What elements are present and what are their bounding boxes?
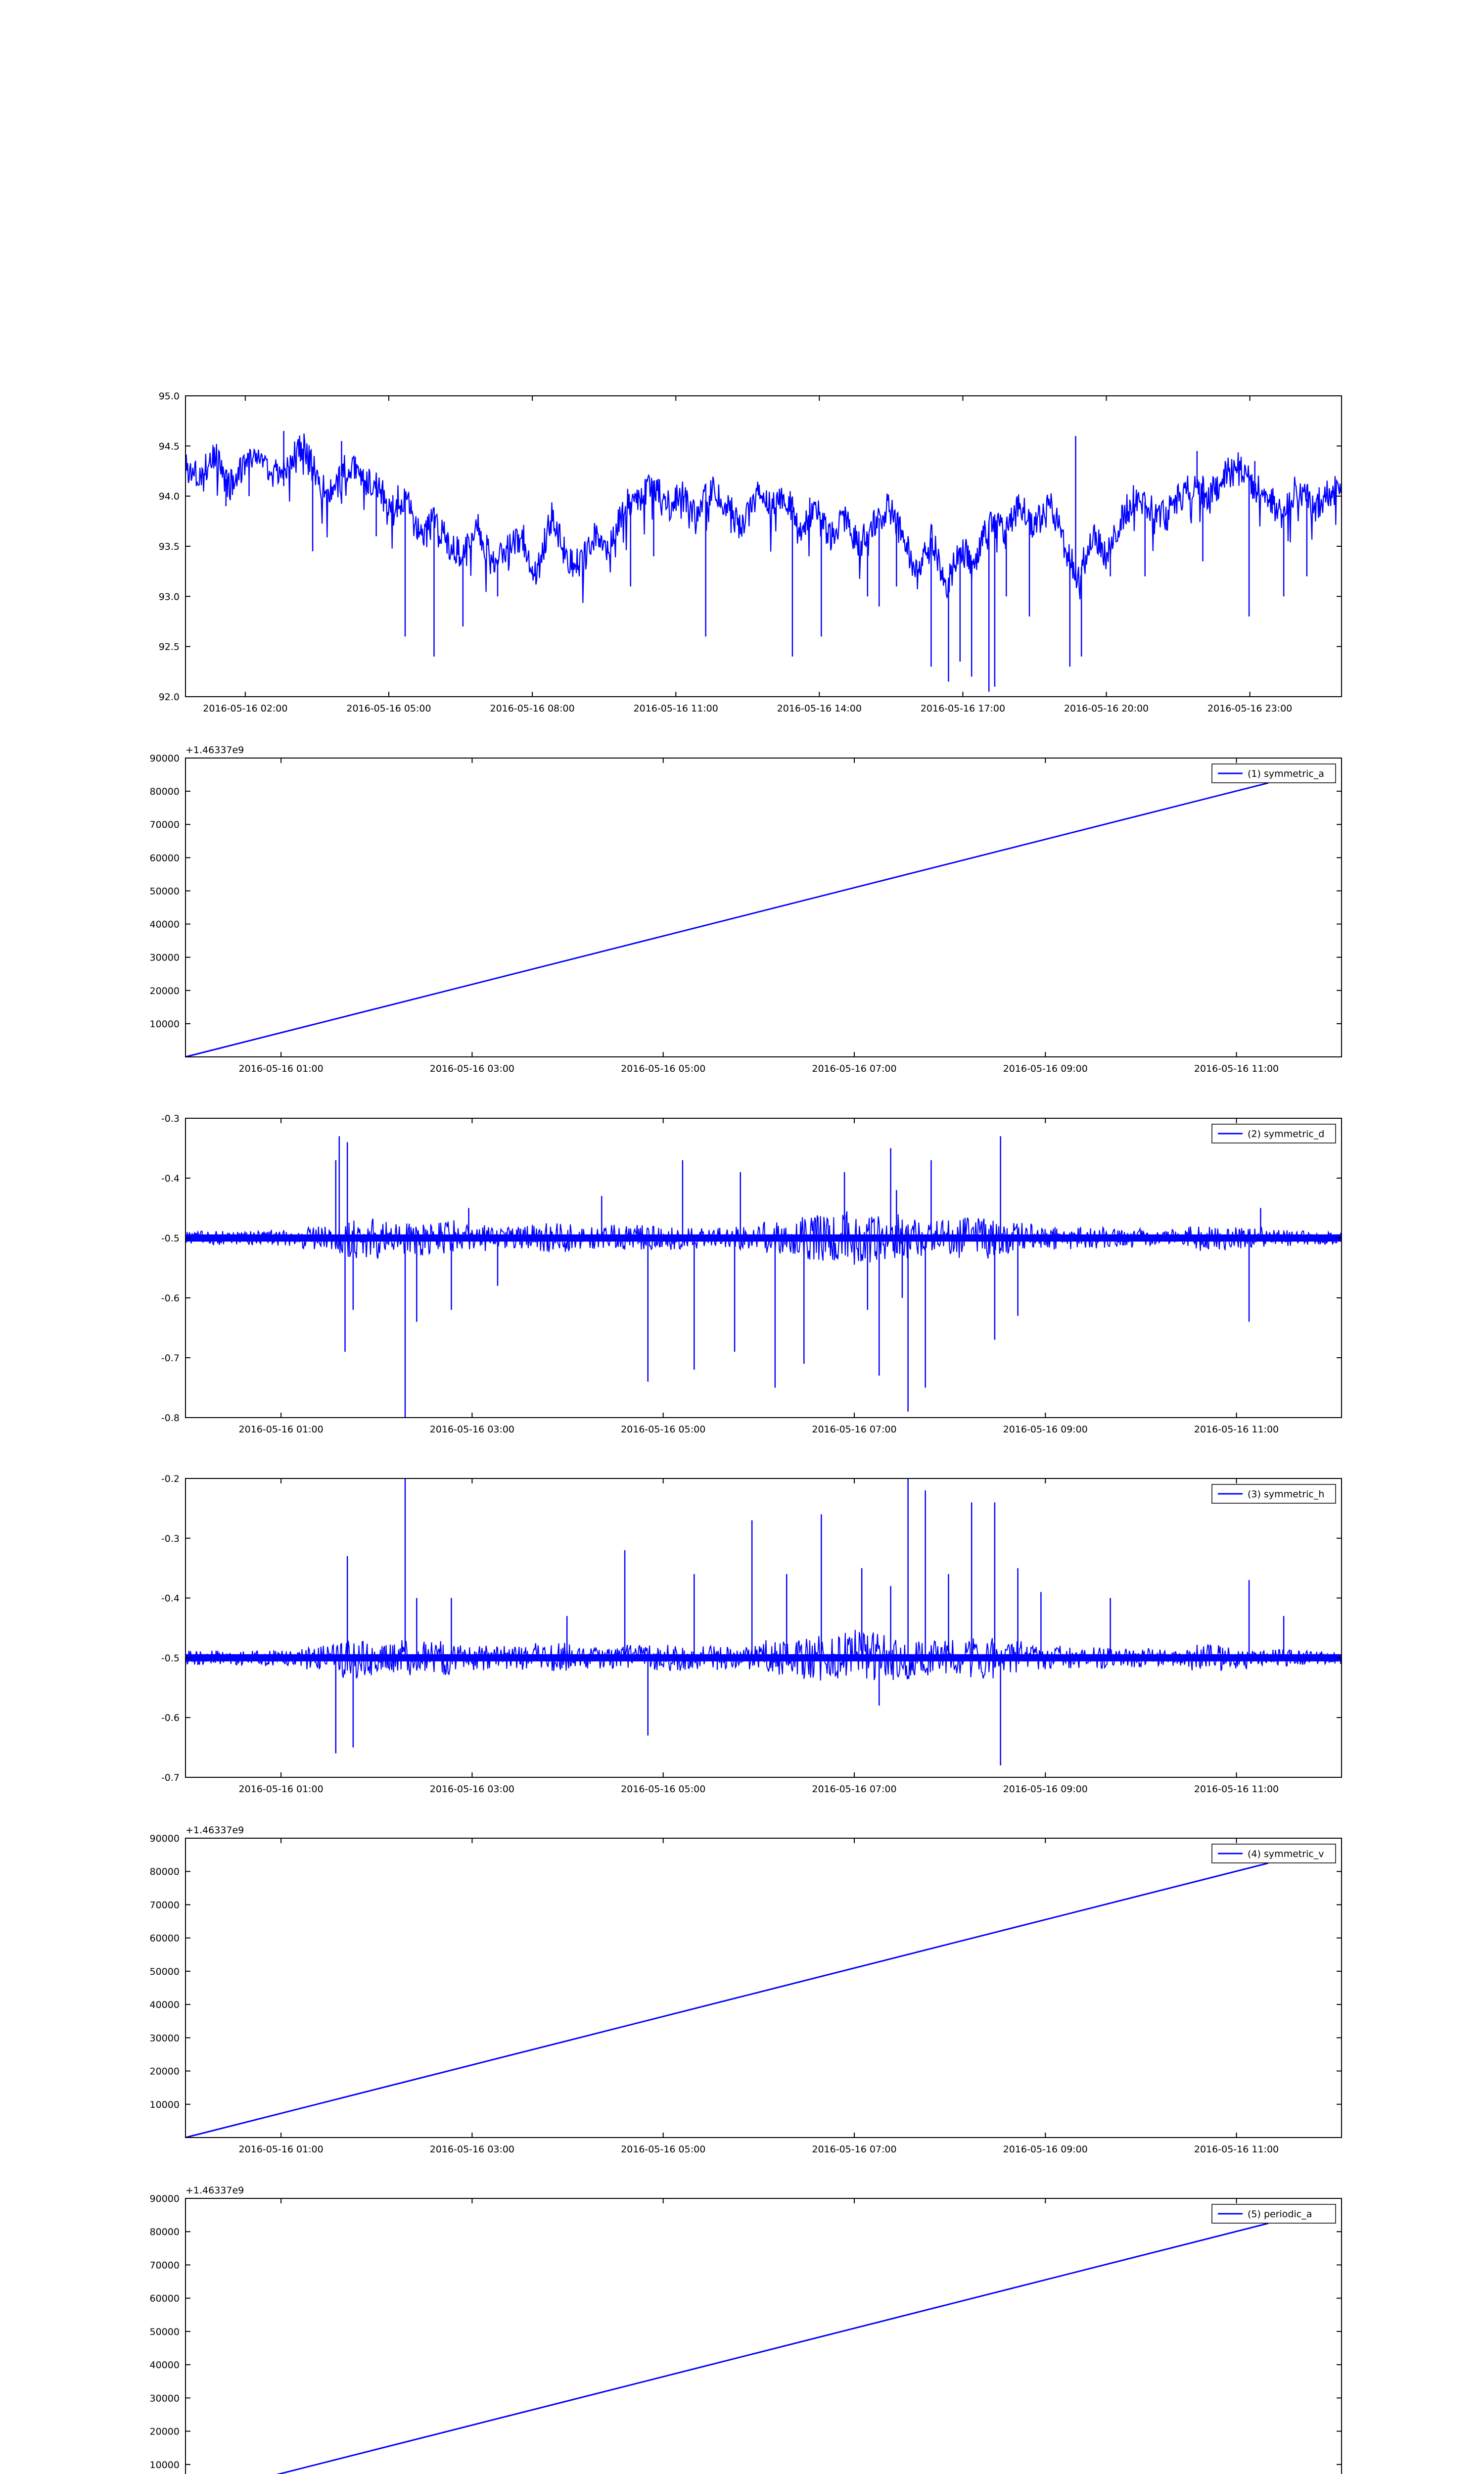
y-tick-label: -0.8: [161, 1413, 180, 1424]
y-tick-label: 94.5: [158, 441, 180, 452]
y-tick-label: 10000: [149, 2459, 180, 2471]
y-tick-label: -0.2: [161, 1474, 180, 1484]
y-tick-label: 70000: [149, 1900, 180, 1911]
y-offset-label: +1.46337e9: [186, 1825, 244, 1836]
chart-panel-3: [161, 1113, 1342, 1435]
y-tick-label: 50000: [149, 2326, 180, 2337]
legend: [1212, 1484, 1336, 1503]
y-tick-label: 92.0: [158, 692, 180, 703]
x-tick-label: 2016-05-16 11:00: [1194, 1063, 1279, 1074]
x-tick-label: 2016-05-16 17:00: [920, 703, 1006, 714]
x-tick-label: 2016-05-16 03:00: [429, 1063, 515, 1074]
y-tick-label: 80000: [149, 786, 180, 798]
x-tick-label: 2016-05-16 09:00: [1003, 1424, 1088, 1435]
x-tick-label: 2016-05-16 23:00: [1207, 703, 1293, 714]
y-tick-label: 93.5: [158, 541, 180, 552]
x-tick-label: 2016-05-16 11:00: [1194, 2144, 1279, 2155]
y-tick-label: 80000: [149, 2227, 180, 2238]
y-tick-label: 30000: [149, 952, 180, 963]
y-tick-label: 30000: [149, 2393, 180, 2404]
legend-label: (3) symmetric_h: [1248, 1489, 1325, 1500]
y-tick-label: -0.3: [161, 1113, 180, 1124]
y-tick-label: 80000: [149, 1866, 180, 1878]
y-tick-label: 93.0: [158, 591, 180, 603]
y-tick-label: -0.7: [161, 1353, 180, 1364]
y-tick-label: 60000: [149, 853, 180, 864]
plot-area: [186, 1118, 1342, 1418]
x-tick-label: 2016-05-16 20:00: [1064, 703, 1149, 714]
legend-label: (1) symmetric_a: [1248, 768, 1324, 779]
chart-panel-6: [150, 2185, 1342, 2474]
y-tick-label: 30000: [149, 2033, 180, 2044]
series-band-2-symmetric-d: [186, 1235, 1342, 1242]
y-tick-label: 10000: [149, 2099, 180, 2110]
legend-label: (5) periodic_a: [1248, 2209, 1312, 2220]
chart-panel-1: [159, 391, 1342, 714]
x-tick-label: 2016-05-16 09:00: [1003, 1063, 1088, 1074]
y-tick-label: -0.4: [161, 1593, 180, 1604]
x-tick-label: 2016-05-16 11:00: [633, 703, 718, 714]
legend: [1212, 1844, 1336, 1863]
y-tick-label: 10000: [149, 1018, 180, 1030]
x-tick-label: 2016-05-16 05:00: [621, 1784, 706, 1795]
y-tick-label: 50000: [149, 886, 180, 897]
y-offset-label: +1.46337e9: [186, 2185, 244, 2196]
x-tick-label: 2016-05-16 05:00: [621, 1424, 706, 1435]
x-tick-label: 2016-05-16 01:00: [238, 1424, 324, 1435]
x-tick-label: 2016-05-16 07:00: [812, 2144, 897, 2155]
y-offset-label: +1.46337e9: [186, 745, 244, 756]
legend-label: (2) symmetric_d: [1248, 1129, 1325, 1140]
legend: [1212, 1124, 1336, 1143]
x-tick-label: 2016-05-16 07:00: [812, 1063, 897, 1074]
x-tick-label: 2016-05-16 01:00: [238, 2144, 324, 2155]
x-tick-label: 2016-05-16 03:00: [429, 1784, 515, 1795]
y-tick-label: 90000: [149, 753, 180, 764]
y-tick-label: 20000: [149, 2066, 180, 2077]
y-tick-label: 95.0: [158, 391, 180, 402]
y-tick-label: -0.7: [161, 1772, 180, 1783]
x-tick-label: 2016-05-16 02:00: [203, 703, 288, 714]
legend: [1212, 764, 1336, 783]
chart-panel-4: [161, 1474, 1342, 1795]
legend: [1212, 2204, 1336, 2223]
y-tick-label: -0.6: [161, 1293, 180, 1304]
plot-area: [186, 2198, 1342, 2474]
plot-area: [186, 758, 1342, 1057]
y-tick-label: 90000: [149, 2193, 180, 2204]
x-tick-label: 2016-05-16 09:00: [1003, 1784, 1088, 1795]
plot-area: [186, 396, 1342, 697]
x-tick-label: 2016-05-16 09:00: [1003, 2144, 1088, 2155]
y-tick-label: 20000: [149, 2426, 180, 2437]
x-tick-label: 2016-05-16 05:00: [346, 703, 431, 714]
y-tick-label: -0.6: [161, 1713, 180, 1724]
y-tick-label: 20000: [149, 985, 180, 997]
chart-panel-2: [150, 745, 1342, 1074]
x-tick-label: 2016-05-16 03:00: [429, 1424, 515, 1435]
x-tick-label: 2016-05-16 11:00: [1194, 1424, 1279, 1435]
y-tick-label: 40000: [149, 919, 180, 930]
y-tick-label: -0.5: [161, 1233, 180, 1244]
y-tick-label: 50000: [149, 1966, 180, 1977]
plot-area: [186, 1838, 1342, 2138]
x-tick-label: 2016-05-16 14:00: [777, 703, 862, 714]
y-tick-label: 60000: [149, 2293, 180, 2304]
y-tick-label: 40000: [149, 2360, 180, 2371]
x-tick-label: 2016-05-16 07:00: [812, 1784, 897, 1795]
x-tick-label: 2016-05-16 05:00: [621, 2144, 706, 2155]
y-tick-label: 90000: [149, 1833, 180, 1844]
y-tick-label: 94.0: [158, 491, 180, 502]
y-tick-label: 40000: [149, 1999, 180, 2011]
y-tick-label: -0.5: [161, 1653, 180, 1664]
series-band-3-symmetric-h: [186, 1654, 1342, 1661]
y-tick-label: 70000: [149, 2260, 180, 2271]
x-tick-label: 2016-05-16 01:00: [238, 1784, 324, 1795]
y-tick-label: -0.4: [161, 1173, 180, 1184]
y-tick-label: 60000: [149, 1933, 180, 1944]
x-tick-label: 2016-05-16 01:00: [238, 1063, 324, 1074]
x-tick-label: 2016-05-16 08:00: [490, 703, 575, 714]
y-tick-label: 70000: [149, 819, 180, 831]
x-tick-label: 2016-05-16 07:00: [812, 1424, 897, 1435]
x-tick-label: 2016-05-16 05:00: [621, 1063, 706, 1074]
plot-area: [186, 1478, 1342, 1777]
y-tick-label: 92.5: [158, 641, 180, 653]
x-tick-label: 2016-05-16 11:00: [1194, 1784, 1279, 1795]
chart-panel-5: [150, 1825, 1342, 2155]
legend-label: (4) symmetric_v: [1248, 1849, 1324, 1859]
x-tick-label: 2016-05-16 03:00: [429, 2144, 515, 2155]
y-tick-label: -0.3: [161, 1533, 180, 1544]
